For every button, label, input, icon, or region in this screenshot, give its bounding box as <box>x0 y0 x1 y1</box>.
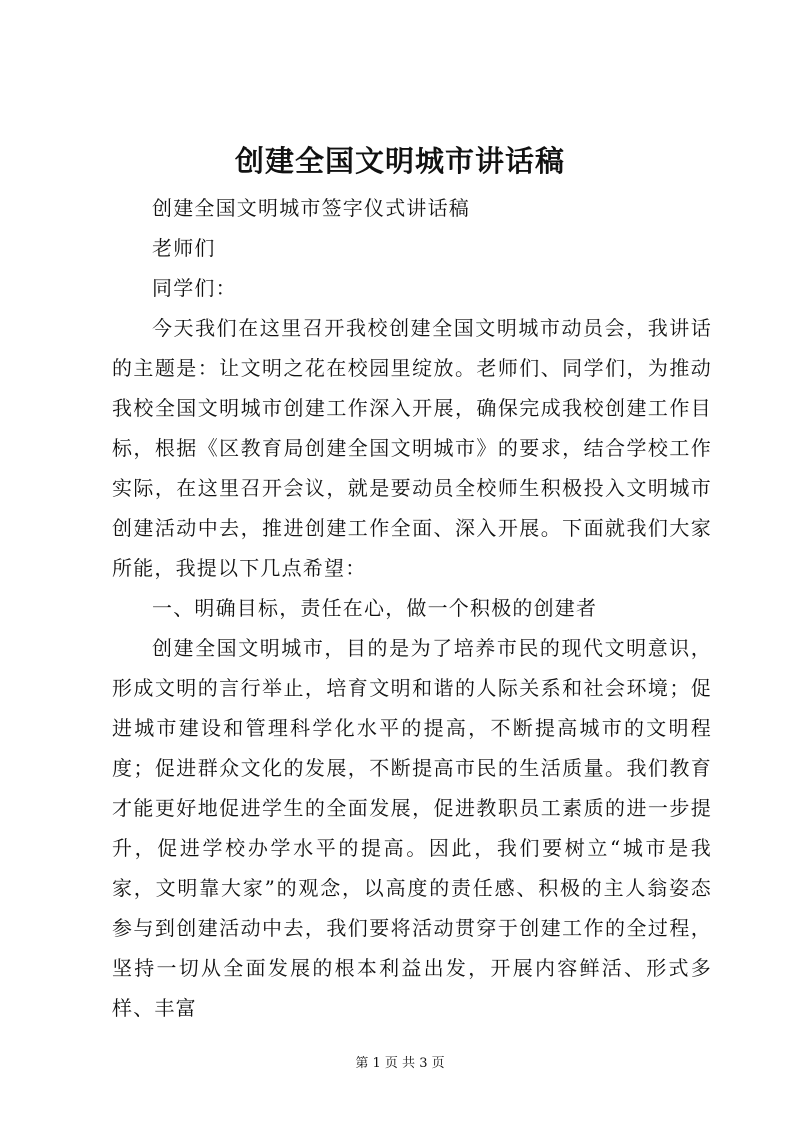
intro-paragraph: 今天我们在这里召开我校创建全国文明城市动员会，我讲话的主题是：让文明之花在校园里绽放。老师们、同学们，为推动我校全国文明城市创建工作深入开展，确保完成我校创建工作目标，根据《区教育局创建全国文明城市》的要求，结合学校工作实际，在这里召开会议，就是要动员全校师生积极投入文明城市创建活动中去，推进创建工作全面、深入开展。下面就我们大家所能，我提以下几点希望： <box>112 316 712 580</box>
body-paragraph: 创建全国文明城市，目的是为了培养市民的现代文明意识，形成文明的言行举止，培育文明和谐的人际关系和社会环境；促进城市建设和管理科学化水平的提高，不断提高城市的文明程度；促进群众文化的发展，不断提高市民的生活质量。我们教育才能更好地促进学生的全面发展，促进教职员工素质的进一步提升，促进学校办学水平的提高。因此，我们要树立“城市是我家，文明靠大家”的观念，以高度的责任感、积极的主人翁姿态参与到创建活动中去，我们要将活动贯穿于创建工作的全过程，坚持一切从全面发展的根本利益出发，开展内容鲜活、形式多样、丰富 <box>112 636 712 1020</box>
salutation-students: 同学们： <box>152 276 237 300</box>
section-heading: 一、明确目标，责任在心，做一个积极的创建者 <box>152 596 598 620</box>
document-body <box>112 188 712 1028</box>
page-footer: 第 1 页 共 3 页 <box>355 1056 445 1071</box>
subtitle-paragraph: 创建全国文明城市签字仪式讲话稿 <box>152 196 470 220</box>
salutation-teachers: 老师们 <box>152 236 216 260</box>
document-title: 创建全国文明城市讲话稿 <box>234 144 565 178</box>
